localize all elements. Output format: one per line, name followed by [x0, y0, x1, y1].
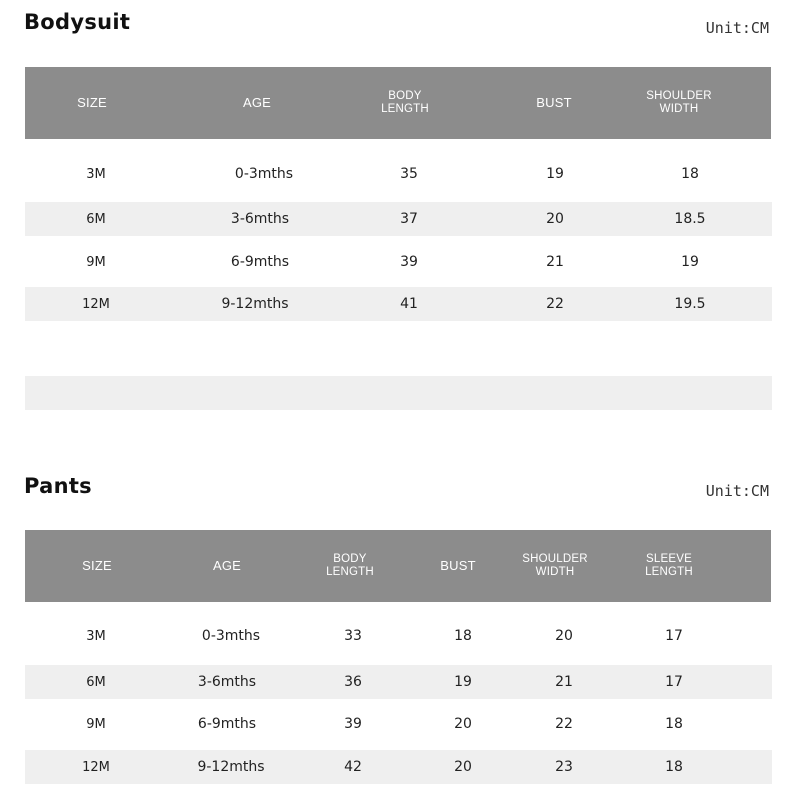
pants-header-bust: BUST	[440, 558, 476, 573]
pants-header-row	[25, 530, 771, 602]
table-row	[25, 750, 772, 784]
bodysuit-cell-shoulder-width: 19.5	[674, 296, 706, 312]
bodysuit-cell-age: 9-12mths	[221, 296, 289, 312]
pants-cell-body-length: 42	[344, 759, 362, 775]
pants-header-shoulder-width: SHOULDER WIDTH	[522, 553, 588, 578]
pants-header-size: SIZE	[82, 558, 112, 573]
pants-unit-label: Unit:CM	[705, 482, 769, 500]
bodysuit-cell-shoulder-width: 18	[681, 166, 699, 182]
pants-cell-sleeve-length: 18	[665, 759, 683, 775]
pants-header-age: AGE	[212, 558, 242, 573]
pants-cell-shoulder-width: 22	[555, 716, 573, 732]
pants-cell-size: 3M	[86, 628, 106, 644]
pants-cell-sleeve-length: 17	[665, 628, 683, 644]
bodysuit-header-body-length: BODY LENGTH	[381, 90, 429, 115]
bodysuit-cell-size: 3M	[86, 166, 106, 182]
bodysuit-cell-shoulder-width: 19	[681, 254, 699, 270]
bodysuit-header-row	[25, 67, 771, 139]
pants-cell-shoulder-width: 21	[555, 674, 573, 690]
bodysuit-cell-body-length: 35	[400, 166, 418, 182]
bodysuit-cell-age: 6-9mths	[230, 254, 290, 270]
pants-cell-shoulder-width: 23	[555, 759, 573, 775]
bodysuit-cell-body-length: 37	[400, 211, 418, 227]
bodysuit-cell-body-length: 39	[400, 254, 418, 270]
bodysuit-header-size: SIZE	[77, 95, 107, 110]
bodysuit-cell-bust: 20	[546, 211, 564, 227]
pants-cell-bust: 20	[454, 716, 472, 732]
pants-cell-body-length: 33	[344, 628, 362, 644]
bodysuit-cell-bust: 22	[546, 296, 564, 312]
bodysuit-header-bust: BUST	[536, 95, 572, 110]
empty-table-row	[25, 376, 772, 410]
pants-cell-body-length: 36	[344, 674, 362, 690]
bodysuit-cell-bust: 21	[546, 254, 564, 270]
pants-header-body-length: BODY LENGTH	[326, 553, 374, 578]
bodysuit-title: Bodysuit	[24, 10, 131, 34]
bodysuit-cell-age: 3-6mths	[230, 211, 290, 227]
bodysuit-unit-label: Unit:CM	[705, 19, 769, 37]
table-row	[25, 619, 772, 653]
pants-cell-size: 6M	[86, 674, 106, 690]
pants-cell-bust: 20	[454, 759, 472, 775]
table-row	[25, 707, 772, 741]
pants-cell-body-length: 39	[344, 716, 362, 732]
pants-cell-age: 6-9mths	[197, 716, 257, 732]
pants-cell-age: 0-3mths	[201, 628, 261, 644]
bodysuit-cell-size: 6M	[86, 211, 106, 227]
table-row	[25, 245, 772, 279]
bodysuit-cell-size: 9M	[86, 254, 106, 270]
pants-title: Pants	[24, 474, 92, 498]
pants-cell-age: 3-6mths	[197, 674, 257, 690]
bodysuit-cell-body-length: 41	[400, 296, 418, 312]
bodysuit-cell-bust: 19	[546, 166, 564, 182]
pants-cell-size: 9M	[86, 716, 106, 732]
table-row	[25, 157, 772, 191]
table-row	[25, 202, 772, 236]
pants-cell-bust: 18	[454, 628, 472, 644]
pants-cell-bust: 19	[454, 674, 472, 690]
bodysuit-cell-age: 0-3mths	[234, 166, 294, 182]
pants-header-sleeve-length: SLEEVE LENGTH	[645, 553, 693, 578]
pants-cell-sleeve-length: 17	[665, 674, 683, 690]
table-row	[25, 665, 772, 699]
bodysuit-cell-size: 12M	[82, 296, 110, 312]
table-row	[25, 287, 772, 321]
pants-cell-age: 9-12mths	[197, 759, 265, 775]
pants-cell-sleeve-length: 18	[665, 716, 683, 732]
bodysuit-header-shoulder-width: SHOULDER WIDTH	[646, 90, 712, 115]
pants-cell-size: 12M	[82, 759, 110, 775]
bodysuit-cell-shoulder-width: 18.5	[674, 211, 706, 227]
bodysuit-header-age: AGE	[242, 95, 272, 110]
pants-cell-shoulder-width: 20	[555, 628, 573, 644]
